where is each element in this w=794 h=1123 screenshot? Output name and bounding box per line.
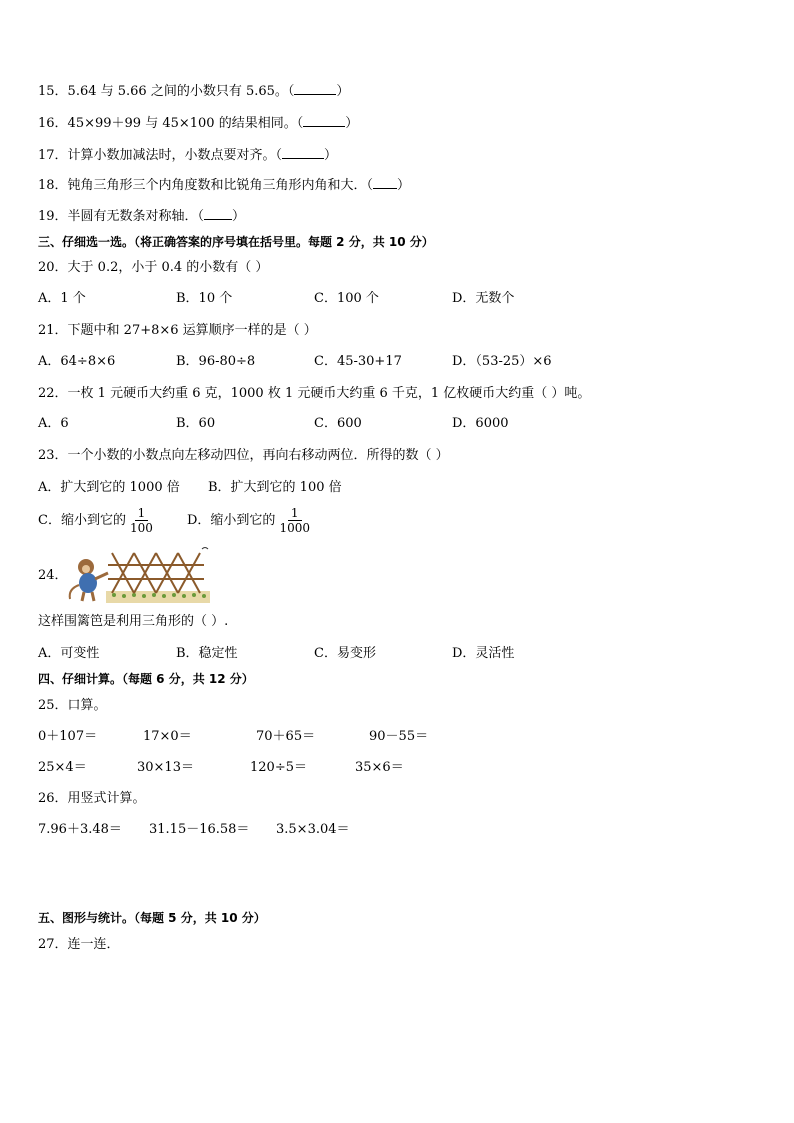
close-paren: ） xyxy=(324,148,338,163)
question-23-stem: 23．一个小数的小数点向左移动四位，再向右移动两位．所得的数（ ） xyxy=(38,448,449,463)
question-25-stem: 25．口算。 xyxy=(38,698,107,713)
fence-illustration xyxy=(62,545,212,607)
question-24-option-b[interactable]: B．稳定性 xyxy=(176,646,238,661)
question-text: 17．计算小数加减法时，小数点要对齐。（ xyxy=(38,148,283,163)
section-heading-4: 四、仔细计算。（每题 6 分，共 12 分） xyxy=(38,672,254,686)
answer-blank[interactable] xyxy=(204,207,232,220)
question-21-stem: 21．下题中和 27+8×6 运算顺序一样的是（ ） xyxy=(38,323,317,338)
question-text: 19．半圆有无数条对称轴．（ xyxy=(38,209,205,224)
section-heading-3: 三、仔细选一选。（将正确答案的序号填在括号里。每题 2 分，共 10 分） xyxy=(38,235,434,249)
question-27-stem: 27．连一连． xyxy=(38,937,120,952)
fraction-denominator: 1000 xyxy=(279,521,310,535)
fraction-denominator: 100 xyxy=(129,521,153,535)
question-21-option-c[interactable]: C．45-30+17 xyxy=(314,354,402,369)
question-21-option-d[interactable]: D．（53-25）×6 xyxy=(452,354,552,369)
question-22-stem: 22．一枚 1 元硬币大约重 6 克，1000 枚 1 元硬币大约重 6 千克，1 亿枚硬币大约重（ ）吨。 xyxy=(38,386,591,401)
question-22-option-a[interactable]: A．6 xyxy=(38,416,69,431)
question-20-stem: 20．大于 0.2，小于 0.4 的小数有（ ） xyxy=(38,260,269,275)
mental-math-item: 25×4＝ xyxy=(38,760,87,775)
question-24-stem: 这样围篱笆是利用三角形的（ ）. xyxy=(38,614,229,629)
vertical-calc-item: 31.15－16.58＝ xyxy=(149,822,250,837)
question-22-option-b[interactable]: B．60 xyxy=(176,416,216,431)
close-paren: ） xyxy=(397,178,411,193)
mental-math-item: 17×0＝ xyxy=(143,729,192,744)
mental-math-item: 30×13＝ xyxy=(137,760,194,775)
mental-math-item: 0＋107＝ xyxy=(38,729,98,744)
monkey-figure xyxy=(70,559,108,601)
answer-blank[interactable] xyxy=(303,114,345,127)
question-23-option-b[interactable]: B．扩大到它的 100 倍 xyxy=(208,480,342,495)
question-21-option-b[interactable]: B．96-80÷8 xyxy=(176,354,256,369)
question-24-option-a[interactable]: A．可变性 xyxy=(38,646,100,661)
close-paren: ） xyxy=(232,209,246,224)
answer-blank[interactable] xyxy=(294,82,336,95)
answer-blank[interactable] xyxy=(373,176,397,189)
option-label: C．缩小到它的 xyxy=(38,513,126,528)
question-23-option-c[interactable] xyxy=(38,506,156,536)
question-23-option-a[interactable]: A．扩大到它的 1000 倍 xyxy=(38,480,180,495)
question-26-stem: 26．用竖式计算。 xyxy=(38,791,146,806)
question-text: 16．45×99＋99 与 45×100 的结果相同。（ xyxy=(38,116,304,131)
question-24-option-d[interactable]: D．灵活性 xyxy=(452,646,515,661)
question-21-option-a[interactable]: A．64÷8×6 xyxy=(38,354,116,369)
question-22-option-c[interactable]: C．600 xyxy=(314,416,362,431)
ground-strip xyxy=(106,591,210,603)
question-15 xyxy=(38,82,349,101)
question-20-option-b[interactable]: B．10 个 xyxy=(176,291,233,306)
question-19 xyxy=(38,207,245,226)
fraction-one-thousandth xyxy=(276,506,313,535)
question-20-option-d[interactable]: D．无数个 xyxy=(452,291,515,306)
section-heading-5: 五、图形与统计。（每题 5 分，共 10 分） xyxy=(38,911,266,925)
mental-math-item: 120÷5＝ xyxy=(250,760,307,775)
bird-icon xyxy=(202,548,208,550)
question-24-number: 24． xyxy=(38,568,68,583)
fraction-numerator: 1 xyxy=(288,506,302,521)
fraction-one-hundredth xyxy=(127,506,156,535)
question-text: 15．5.64 与 5.66 之间的小数只有 5.65。（ xyxy=(38,84,295,99)
question-20-option-a[interactable]: A．1 个 xyxy=(38,291,86,306)
close-paren: ） xyxy=(336,84,350,99)
question-17 xyxy=(38,146,337,165)
question-22-option-d[interactable]: D．6000 xyxy=(452,416,509,431)
answer-blank[interactable] xyxy=(282,146,324,159)
mental-math-item: 35×6＝ xyxy=(355,760,404,775)
fence-lattice xyxy=(108,553,204,593)
mental-math-item: 90－55＝ xyxy=(369,729,429,744)
mental-math-item: 70＋65＝ xyxy=(256,729,316,744)
question-24-option-c[interactable]: C．易变形 xyxy=(314,646,376,661)
vertical-calc-item: 7.96＋3.48＝ xyxy=(38,822,122,837)
vertical-calc-item: 3.5×3.04＝ xyxy=(276,822,350,837)
fraction-numerator: 1 xyxy=(135,506,149,521)
close-paren: ） xyxy=(345,116,359,131)
question-20-option-c[interactable]: C．100 个 xyxy=(314,291,379,306)
option-label: D．缩小到它的 xyxy=(187,513,276,528)
question-16 xyxy=(38,114,358,133)
question-text: 18．钝角三角形三个内角度数和比锐角三角形内角和大．（ xyxy=(38,178,374,193)
question-18 xyxy=(38,176,410,195)
question-23-option-d[interactable] xyxy=(187,506,313,536)
